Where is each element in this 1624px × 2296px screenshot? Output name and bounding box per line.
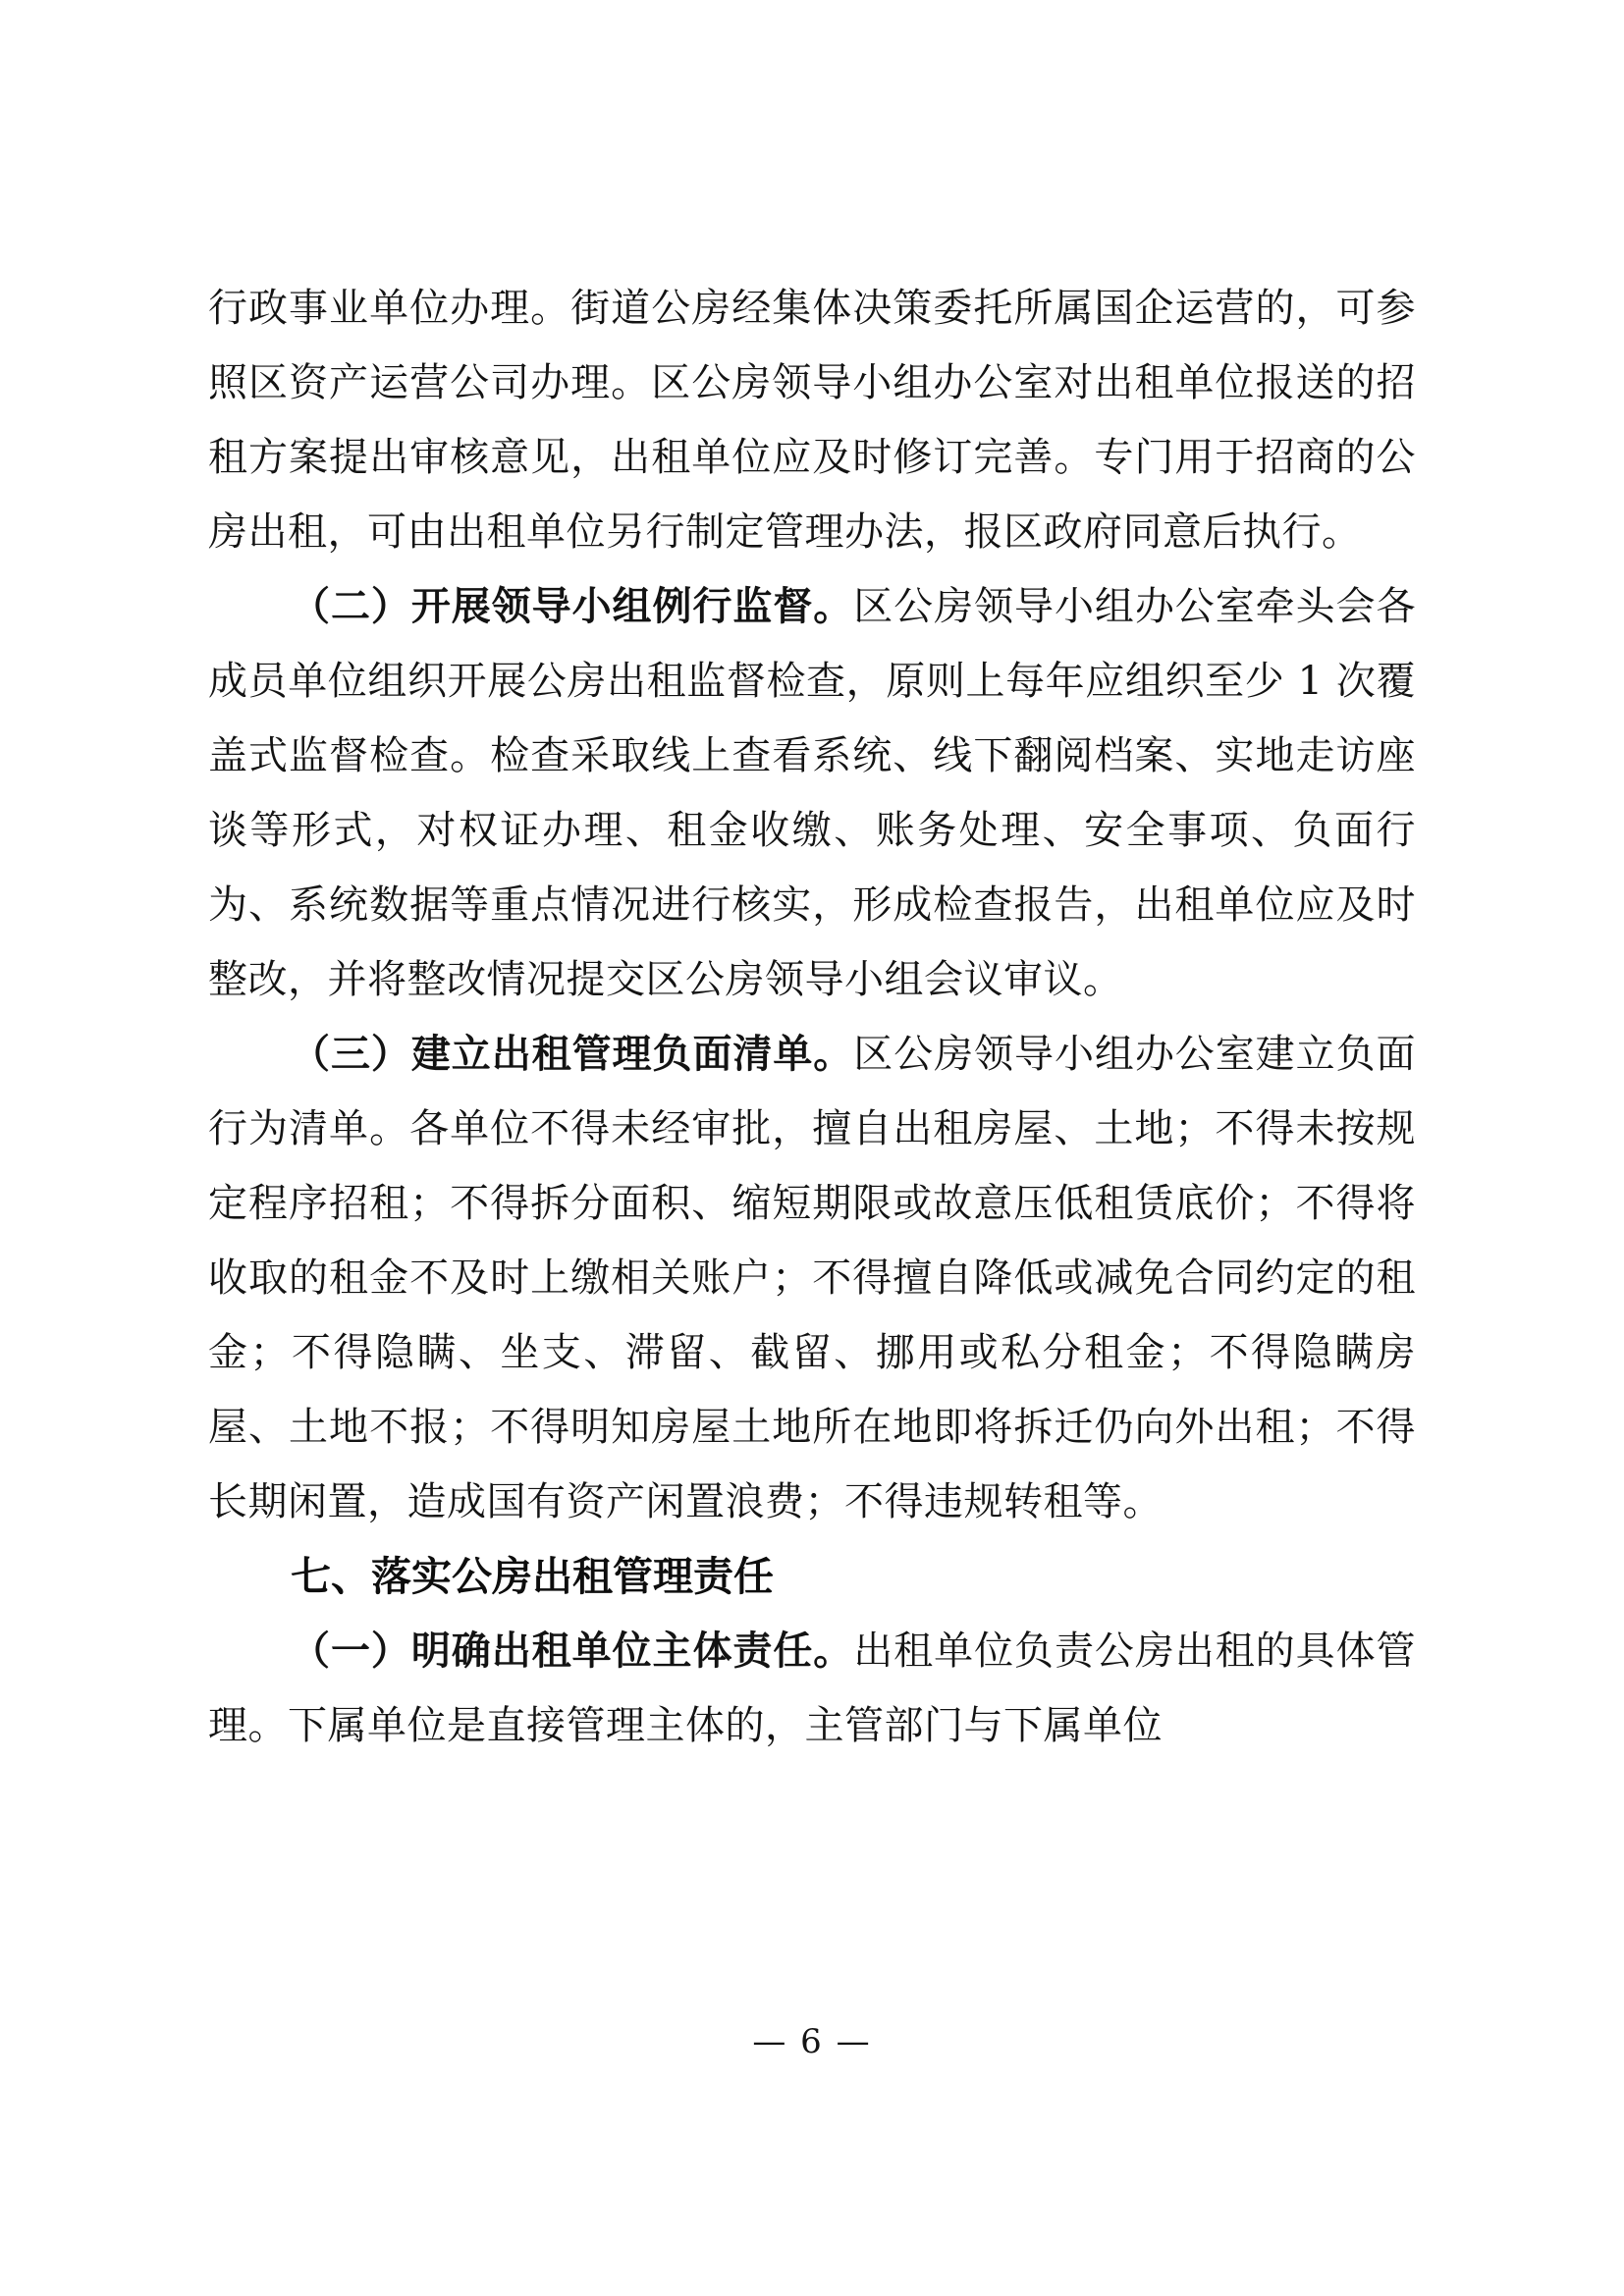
paragraph-item-one (208, 1614, 1416, 1763)
paragraph-item-three-body: 区公房领导小组办公室建立负面行为清单。各单位不得未经审批，擅自出租房屋、土地；不得未按规定程序招租；不得拆分面积、缩短期限或故意压低租赁底价；不得将收取的租金不及时上缴相关账户；不得擅自降低或减免合同约定的租金；不得隐瞒、坐支、滞留、截留、挪用或私分租金；不得隐瞒房屋、土地不报；不得明知房屋土地所在地即将拆迁仍向外出租；不得长期闲置，造成国有资产闲置浪费；不得违规转租等。 (208, 1032, 1417, 1524)
paragraph-item-two-lead: （二）开展领导小组例行监督。 (291, 583, 854, 629)
paragraph-item-one-body: 出租单位负责公房出租的具体管理。下属单位是直接管理主体的，主管部门与下属单位 (208, 1629, 1417, 1748)
paragraph-continuation: 行政事业单位办理。街道公房经集体决策委托所属国企运营的，可参照区资产运营公司办理。区公房领导小组办公室对出租单位报送的招租方案提出审核意见，出租单位应及时修订完善。专门用于招商的公房出租，可由出租单位另行制定管理办法，报区政府同意后执行。 (208, 286, 1416, 555)
paragraph-item-two-body: 区公房领导小组办公室牵头会各成员单位组织开展公房出租监督检查，原则上每年应组织至少 1 次覆盖式监督检查。检查采取线上查看系统、线下翻阅档案、实地走访座谈等形式，对权证办理、租金收缴、账务处理、安全事项、负面行为、系统数据等重点情况进行核实，形成检查报告，出租单位应及时整改，并将整改情况提交区公房领导小组会议审议。 (208, 584, 1417, 1002)
paragraph-item-three-lead: （三）建立出租管理负面清单。 (291, 1031, 854, 1077)
paragraph-item-one-lead: （一）明确出租单位主体责任。 (291, 1628, 854, 1674)
page-content (208, 271, 1416, 1763)
section-heading-seven: 七、落实公房出租管理责任 (291, 1553, 774, 1600)
page-footer (0, 2022, 1624, 2061)
paragraph-item-two (208, 569, 1416, 1017)
paragraph-item-three (208, 1017, 1416, 1539)
page-number: — 6 — (752, 2022, 872, 2061)
